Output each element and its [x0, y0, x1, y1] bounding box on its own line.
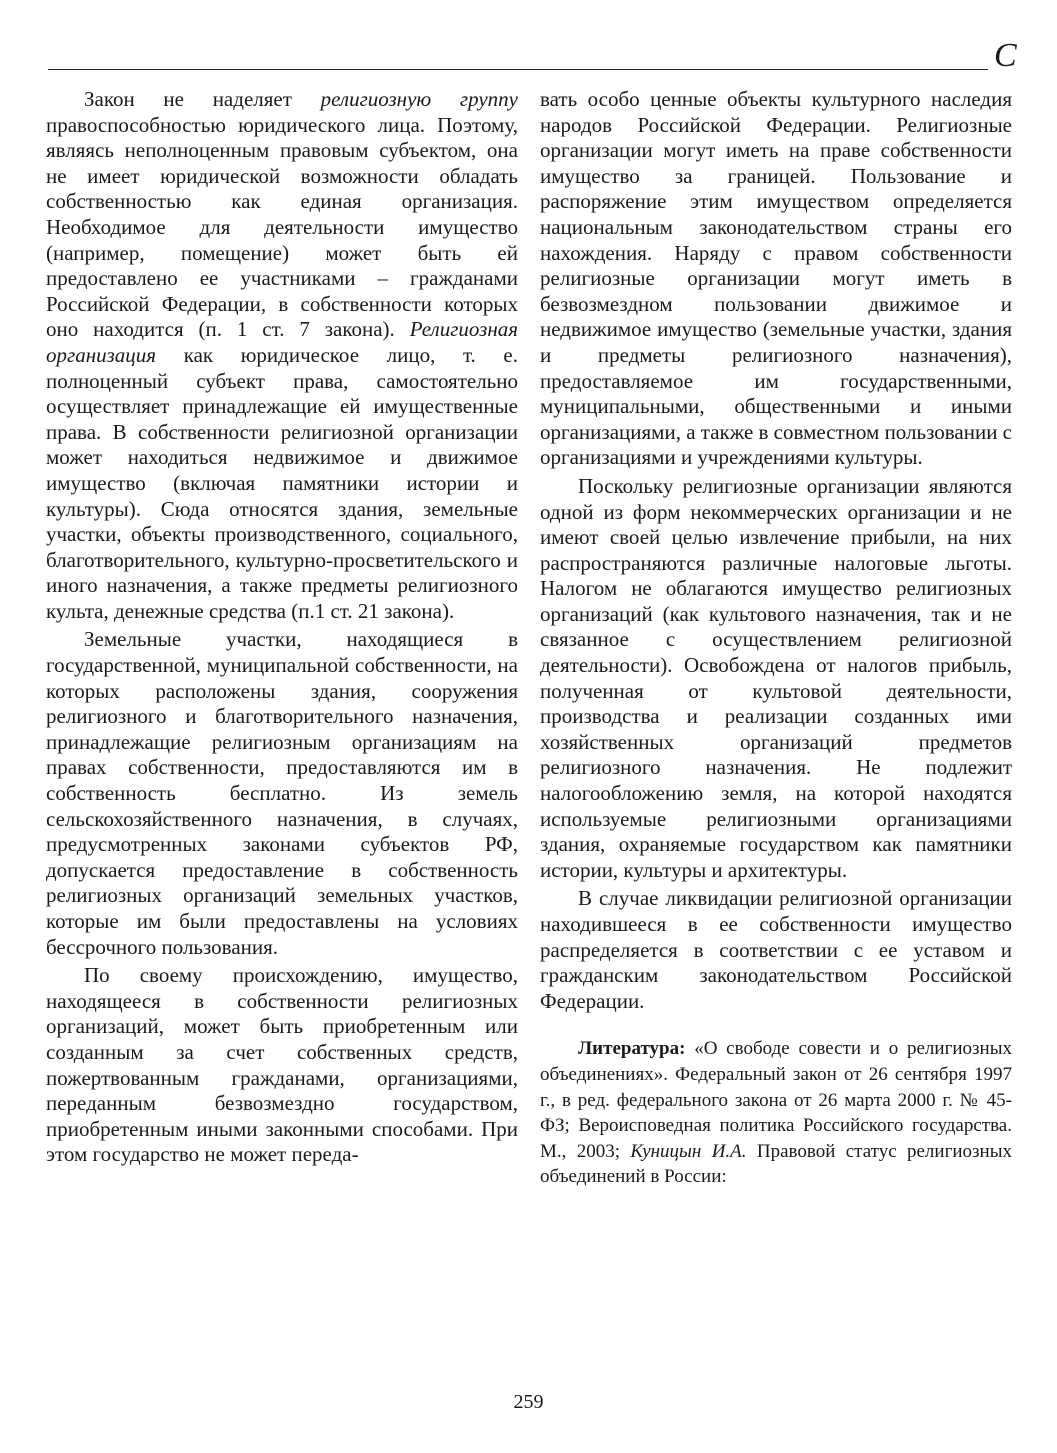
left-column [46, 87, 518, 1168]
page-number: 259 [513, 1391, 544, 1413]
term-religious-group: религиозную группу [320, 87, 518, 111]
header-rule [48, 69, 988, 70]
literature-paragraph: Литература: «О свободе совести и о религиозных объединениях». Федеральный закон от 26 сентября 1997 г., в ред. федерального закона от 26 марта 2000 г. № 45-ФЗ; Вероисповедная политика Российского государства. М., 2003; Куницын И.А. Правовой статус религиозных объединений в России: [540, 1038, 1012, 1188]
paragraph: По своему происхождению, имущество, находящееся в собственности религиозных организаций, может быть приобретенным или созданным за счет собственных средств, пожертвованным гражданами, организациями, переданным безвозмездно государством, приобретенным иными законными способами. При этом государство не может переда- [46, 963, 518, 1167]
paragraph: Поскольку религиозные организации являются одной из форм некоммерческих организации и не имеют своей целью извлечение прибыли, на них распространяются различные налоговые льготы. Налогом не облагаются имущество религиозных организаций (как культового назначения, так и не связанное с осуществлением религиозной деятельности). Освобождена от налогов прибыль, полученная от культовой деятельности, производства и реализации созданных ими хозяйственных организаций предметов религиозного назначения. Не подлежит налогообложению земля, на которой находятся используемые религиозными организациями здания, охраняемые государством как памятники истории, культуры и архитектуры. [540, 473, 1012, 882]
section-letter: С [994, 37, 1017, 74]
literature-author: Куницын И.А. [630, 1140, 747, 1162]
literature-label: Литература: [578, 1038, 686, 1060]
paragraph: вать особо ценные объекты культурного наследия народов Российской Федерации. Религиозные организации могут иметь на праве собственности имущество за границей. Пользование и распоряжение этим имуществом определяется национальным законодательством страны его нахождения. Наряду с правом собственности религиозные организации могут иметь в безвозмездном пользовании движимое и недвижимое имущество (земельные участки, здания и предметы религиозного назначения), предоставляемое им государственными, муниципальными, общественными и иными организациями, а также в совместном пользовании с организациями и учреждениями культуры. [540, 87, 1013, 470]
paragraph: В случае ликвидации религиозной организации находившееся в ее собственности имущество распределяется в соответствии с ее уставом и гражданским законодательством Российской Федерации. [540, 886, 1012, 1013]
paragraph: Земельные участки, находящиеся в государственной, муниципальной собственности, на которых расположены здания, сооружения религиозного и благотворительного назначения, принадлежащие религиозным организациям на правах собственности, предоставляются им в собственность бесплатно. Из земель сельскохозяйственного назначения, в случаях, предусмотренных законами субъектов РФ, допускается предоставление в собственность религиозных организаций земельных участков, которые им были предоставлены на условиях бессрочного пользования. [46, 627, 518, 959]
paragraph: Закон не наделяет религиозную группу правоспособностью юридического лица. Поэтому, являясь неполноценным правовым субъектом, она не имеет юридической возможности обладать собственностью как единая организация. Необходимое для деятельности имущество (например, помещение) может быть ей предоставлено ее участниками – гражданами Российской Федерации, в собственности которых оно находится (п. 1 ст. 7 закона). Религиозная организация как юридическое лицо, т. е. полноценный субъект права, самостоятельно осуществляет принадлежащие ей имущественные права. В собственности религиозной организации может находиться недвижимое и движимое имущество (включая памятники истории и культуры). Сюда относятся здания, земельные участки, объекты производственного, социального, благотворительного, культурно-просветительского и иного назначения, а также предметы религиозного культа, денежные средства (п.1 ст. 21 закона). [46, 87, 518, 623]
term-religious-organization: Религиозная организация [46, 317, 518, 367]
right-column [540, 87, 1012, 1190]
